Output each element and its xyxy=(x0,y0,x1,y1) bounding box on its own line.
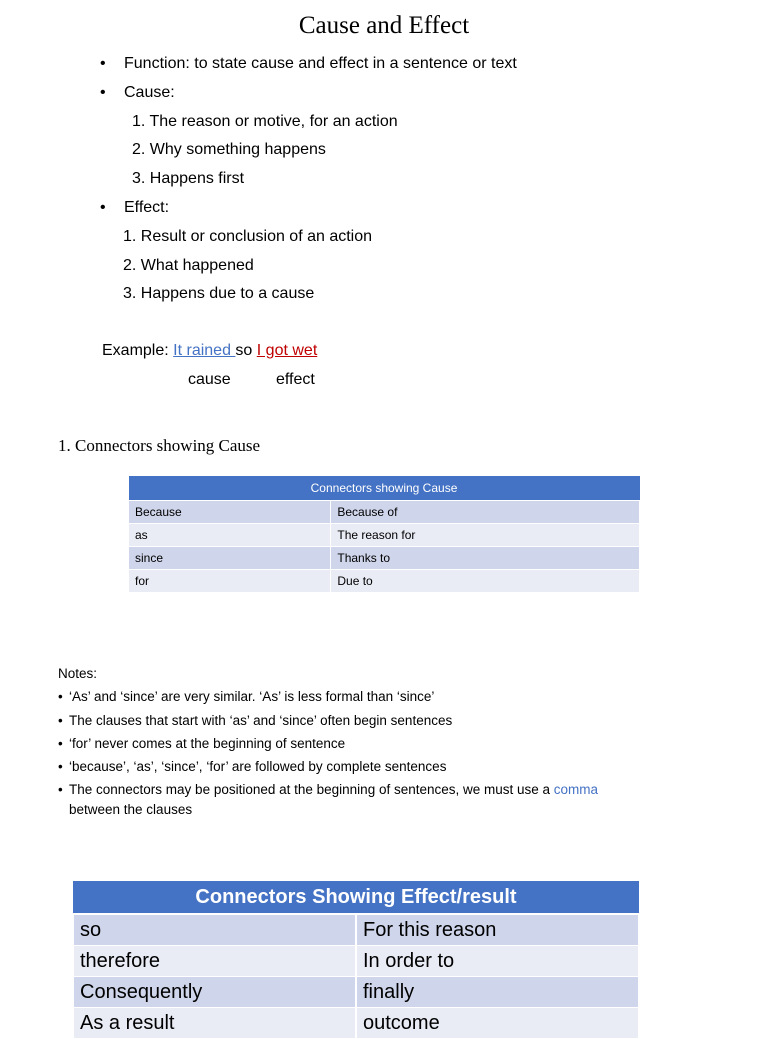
table-row xyxy=(73,914,639,946)
notes-heading: Notes: xyxy=(58,666,98,681)
effect-item-1: 1. Result or conclusion of an action xyxy=(123,228,373,245)
bullet-dot-icon: • xyxy=(100,55,106,72)
effect-label: effect xyxy=(276,371,315,388)
note-item xyxy=(58,709,598,732)
table-cell: Thanks to xyxy=(331,547,640,570)
bullet-dot-icon: • xyxy=(58,735,63,751)
table-cell: Because of xyxy=(331,501,640,524)
note-continuation: between the clauses xyxy=(69,801,193,817)
example-line xyxy=(102,342,317,360)
cause-item-1: 1. The reason or motive, for an action xyxy=(132,113,398,130)
table-header: Connectors Showing Effect/result xyxy=(73,881,639,914)
cause-label: cause xyxy=(188,371,231,388)
table-row xyxy=(129,570,640,593)
table-cell: As a result xyxy=(73,1008,356,1039)
example-prefix: Example: xyxy=(102,342,169,359)
page-title: Cause and Effect xyxy=(298,12,470,39)
effect-connectors-table xyxy=(72,881,640,1039)
bullet-dot-icon: • xyxy=(58,689,63,705)
note-text: ‘for’ never comes at the beginning of sentence xyxy=(69,735,346,751)
table-cell: The reason for xyxy=(331,524,640,547)
table-cell: Because xyxy=(129,501,331,524)
example-cause-text: It rained xyxy=(173,342,236,359)
table-cell: In order to xyxy=(356,946,639,977)
bullet-dot-icon: • xyxy=(100,84,106,101)
table-cell: outcome xyxy=(356,1008,639,1039)
note-item xyxy=(58,755,598,778)
table-row xyxy=(129,524,640,547)
bullet-cause-text: Cause: xyxy=(124,84,175,101)
table-cell: therefore xyxy=(73,946,356,977)
table-row xyxy=(129,547,640,570)
bullet-dot-icon: • xyxy=(58,712,63,728)
effect-item-2: 2. What happened xyxy=(123,257,254,274)
table-cell: For this reason xyxy=(356,914,639,946)
table-row xyxy=(73,1008,639,1039)
bullet-effect-text: Effect: xyxy=(124,199,170,216)
note-comma-highlight: comma xyxy=(553,782,599,798)
bullet-function xyxy=(100,55,517,73)
bullet-dot-icon: • xyxy=(58,782,63,798)
table-row xyxy=(73,977,639,1008)
cause-item-2: 2. Why something happens xyxy=(132,141,326,158)
table-cell: Consequently xyxy=(73,977,356,1008)
bullet-effect xyxy=(100,199,169,217)
example-connector: so xyxy=(235,342,253,359)
table-row xyxy=(73,946,639,977)
bullet-dot-icon: • xyxy=(58,759,63,775)
table-row xyxy=(129,501,640,524)
table-header: Connectors showing Cause xyxy=(129,476,640,501)
note-text: The connectors may be positioned at the beginning of sentences, we must use a xyxy=(69,782,554,798)
note-text: ‘As’ and ‘since’ are very similar. ‘As’ is less formal than ‘since’ xyxy=(69,689,435,705)
table-cell: as xyxy=(129,524,331,547)
bullet-cause xyxy=(100,84,175,102)
effect-item-3: 3. Happens due to a cause xyxy=(123,285,315,302)
notes-section xyxy=(58,662,598,818)
section-title-cause-connectors: 1. Connectors showing Cause xyxy=(58,436,261,455)
note-item xyxy=(58,732,598,755)
note-text: ‘because’, ‘as’, ‘since’, ‘for’ are followed by complete sentences xyxy=(69,759,447,775)
cause-connectors-table xyxy=(128,476,640,593)
bullet-function-text: Function: to state cause and effect in a sentence or text xyxy=(124,55,517,72)
example-effect-text: I got wet xyxy=(256,342,318,359)
note-item xyxy=(58,685,598,708)
table-cell: since xyxy=(129,547,331,570)
table-cell: for xyxy=(129,570,331,593)
bullet-dot-icon: • xyxy=(100,199,106,216)
table-cell: so xyxy=(73,914,356,946)
note-text: The clauses that start with ‘as’ and ‘since’ often begin sentences xyxy=(69,712,453,728)
table-cell: finally xyxy=(356,977,639,1008)
cause-item-3: 3. Happens first xyxy=(132,170,245,187)
note-item xyxy=(58,778,598,801)
table-cell: Due to xyxy=(331,570,640,593)
